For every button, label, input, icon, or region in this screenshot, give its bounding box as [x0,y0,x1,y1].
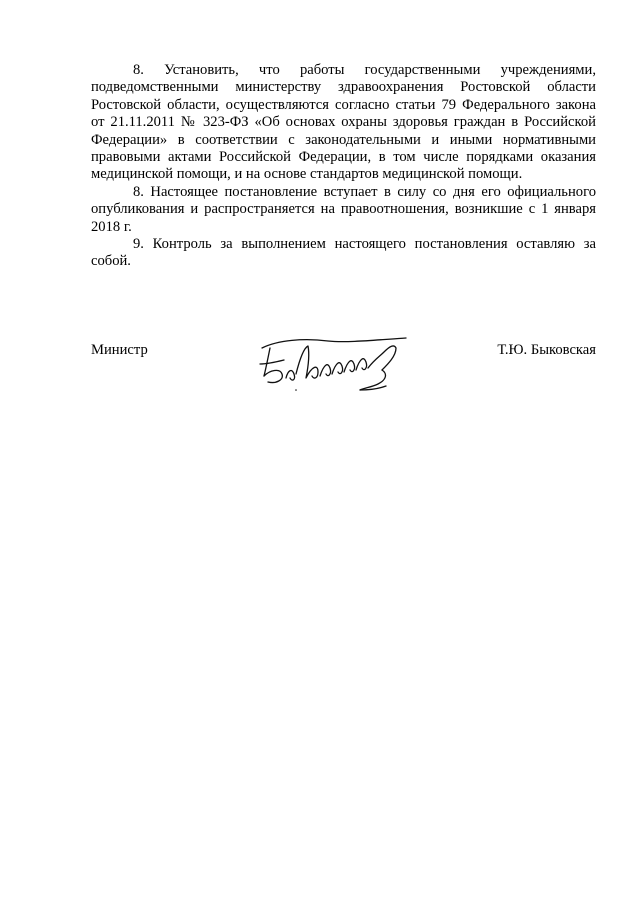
paragraph-8-establish: 8. Установить, что работы государственными учреждениями, подведомственными министерству здравоохранения Ростовской области Ростовской области, осуществляются согласно статьи 79 Федерального закона от 21.11.2011 № 323-ФЗ «Об основах охраны здоровья граждан в Российской Федерации» в соответствии с законодательными и иными нормативными правовыми актами Российской Федерации, в том числе порядками оказания медицинской помощи, и на основе стандартов медицинской помощи. [91,62,596,183]
signatory-title: Министр [91,342,148,358]
paragraph-8-effective-date: 8. Настоящее постановление вступает в силу со дня его официального опубликования и распространяется на правоотношения, возникшие с 1 января 2018 г. [91,183,596,235]
handwritten-signature-icon [256,334,416,394]
signature-block [91,342,596,402]
signatory-name: Т.Ю. Быковская [497,342,596,358]
document-body [91,62,596,271]
paragraph-9-control: 9. Контроль за выполнением настоящего постановления оставляю за собой. [91,236,596,270]
